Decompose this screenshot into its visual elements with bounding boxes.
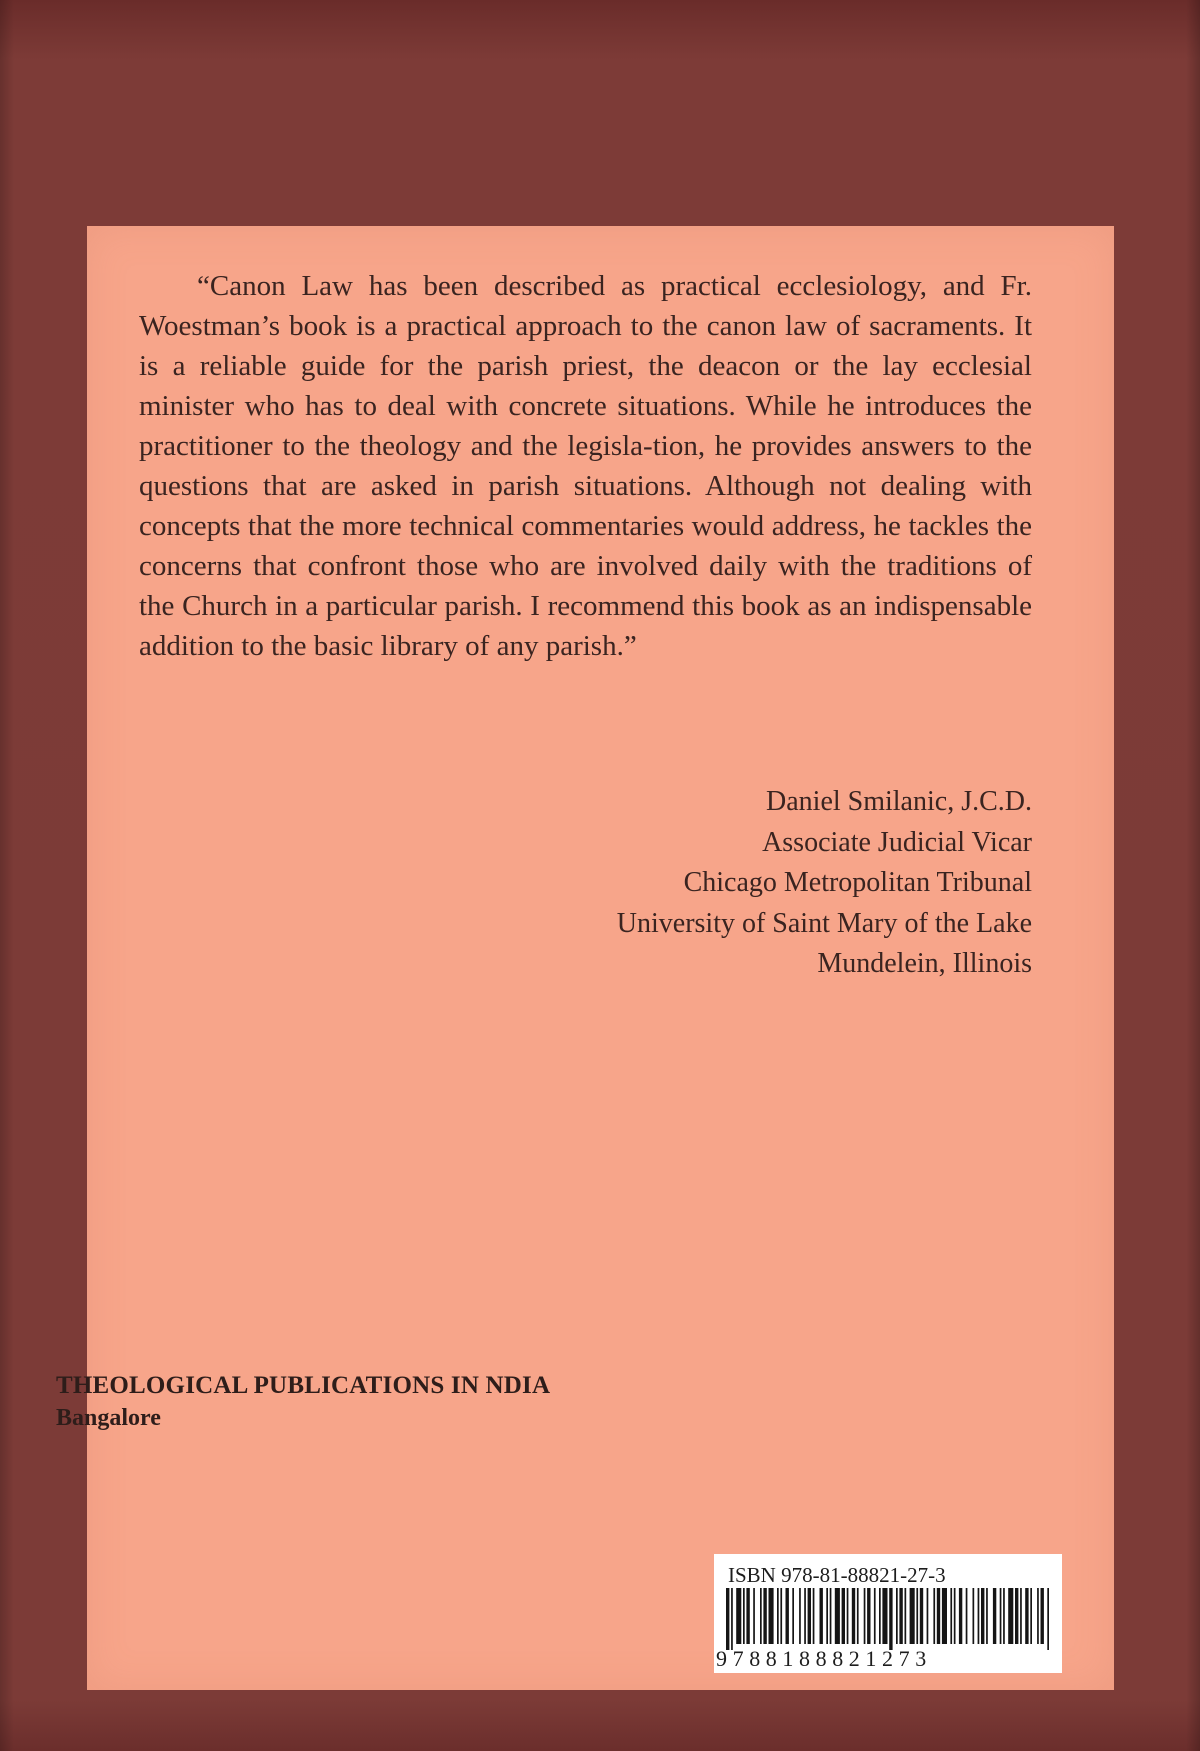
barcode-bar — [959, 1588, 962, 1644]
barcode-bar — [978, 1588, 980, 1644]
barcode-bar — [769, 1588, 774, 1644]
barcode-bar — [896, 1588, 898, 1644]
barcode-bar — [820, 1588, 823, 1644]
barcode-bar — [780, 1588, 782, 1644]
barcode-bar — [746, 1588, 749, 1644]
barcode-bar — [882, 1588, 887, 1644]
barcode-bar — [852, 1588, 855, 1644]
barcode-icon — [724, 1588, 1052, 1650]
barcode-bar — [792, 1588, 794, 1644]
barcode-bar — [937, 1588, 940, 1644]
barcode-bar — [1003, 1588, 1005, 1644]
barcode-bar — [743, 1588, 745, 1644]
barcode-bar — [916, 1588, 918, 1644]
publisher-city: Bangalore — [56, 1405, 161, 1431]
barcode-bar — [808, 1588, 811, 1644]
barcode-bar — [813, 1588, 815, 1644]
endorser-institution: University of Saint Mary of the Lake — [616, 907, 1032, 939]
barcode-bar — [1020, 1588, 1022, 1644]
barcode-digits: 9788188821273 — [716, 1646, 932, 1671]
barcode-bar — [830, 1588, 832, 1644]
barcode-bar — [879, 1588, 881, 1644]
barcode-bar — [777, 1588, 779, 1644]
barcode-bar — [1037, 1588, 1039, 1644]
barcode-bar — [981, 1588, 984, 1644]
barcode-bar — [993, 1588, 996, 1644]
barcode-bar — [942, 1588, 947, 1644]
barcode-bar — [726, 1588, 729, 1650]
barcode-bar — [835, 1588, 840, 1644]
barcode-bar — [1047, 1588, 1049, 1650]
blurb-panel — [87, 226, 1114, 1690]
barcode-bar — [874, 1588, 876, 1644]
barcode-bar — [867, 1588, 870, 1644]
barcode-bar — [950, 1588, 952, 1644]
barcode-bar — [1008, 1588, 1013, 1644]
barcode-bar — [1030, 1588, 1032, 1644]
barcode-bar — [927, 1588, 929, 1644]
barcode-bar — [763, 1588, 766, 1644]
endorser-organization: Chicago Metropolitan Tribunal — [683, 867, 1032, 898]
barcode-bar — [786, 1588, 789, 1644]
barcode-bar — [1041, 1588, 1044, 1644]
barcode-bar — [1025, 1588, 1028, 1644]
barcode-bar — [905, 1588, 907, 1644]
barcode-bar — [842, 1588, 845, 1644]
endorser-name: Daniel Smilanic, J.C.D. — [766, 786, 1032, 817]
isbn-barcode-label — [714, 1554, 1062, 1673]
barcode-bar — [799, 1588, 801, 1644]
endorser-title: Associate Judicial Vicar — [762, 826, 1032, 858]
barcode-bar — [804, 1588, 806, 1644]
barcode-bar — [899, 1588, 902, 1644]
barcode-bar — [731, 1588, 733, 1650]
endorser-location: Mundelein, Illinois — [817, 948, 1032, 979]
endorsement-quote: “Canon Law has been described as practical ecclesiology, and Fr. Woestman’s book is a practical approach to the canon law of sacraments. It is a reliable guide for the parish priest, the deacon or the lay ecclesial minister who has to deal with concrete situations. While he introduces the practitioner to the theology and the legisla-tion, he provides answers to the questions that are asked in parish situations. Although not dealing with concepts that the more technical commentaries would address, he tackles the concerns that confront those who are involved daily with the traditions of the Church in a particular parish. I recommend this book as an indispensable addition to the basic library of any parish.” — [139, 270, 1032, 662]
barcode-bar — [857, 1588, 859, 1644]
barcode-bar — [826, 1588, 828, 1644]
barcode-bar — [736, 1588, 741, 1644]
publisher-name: THEOLOGICAL PUBLICATIONS IN NDIA — [56, 1372, 551, 1399]
barcode-bar — [864, 1588, 866, 1644]
barcode-bar — [973, 1588, 975, 1644]
barcode-bar — [920, 1588, 923, 1644]
barcode-bar — [966, 1588, 968, 1644]
barcode-bar — [1000, 1588, 1002, 1644]
endorsement-attribution — [617, 782, 1032, 985]
barcode-bar — [753, 1588, 755, 1644]
barcode-bar — [760, 1588, 762, 1644]
barcode-bar — [910, 1588, 915, 1644]
barcode-bar — [889, 1588, 892, 1650]
isbn-number: ISBN 978-81-88821-27-3 — [728, 1563, 946, 1587]
barcode-bar — [847, 1588, 849, 1644]
barcode-bar — [986, 1588, 988, 1644]
barcode-bar — [933, 1588, 935, 1644]
barcode-bar — [954, 1588, 956, 1644]
publisher-block — [56, 1370, 550, 1434]
barcode-bar — [1015, 1588, 1018, 1644]
